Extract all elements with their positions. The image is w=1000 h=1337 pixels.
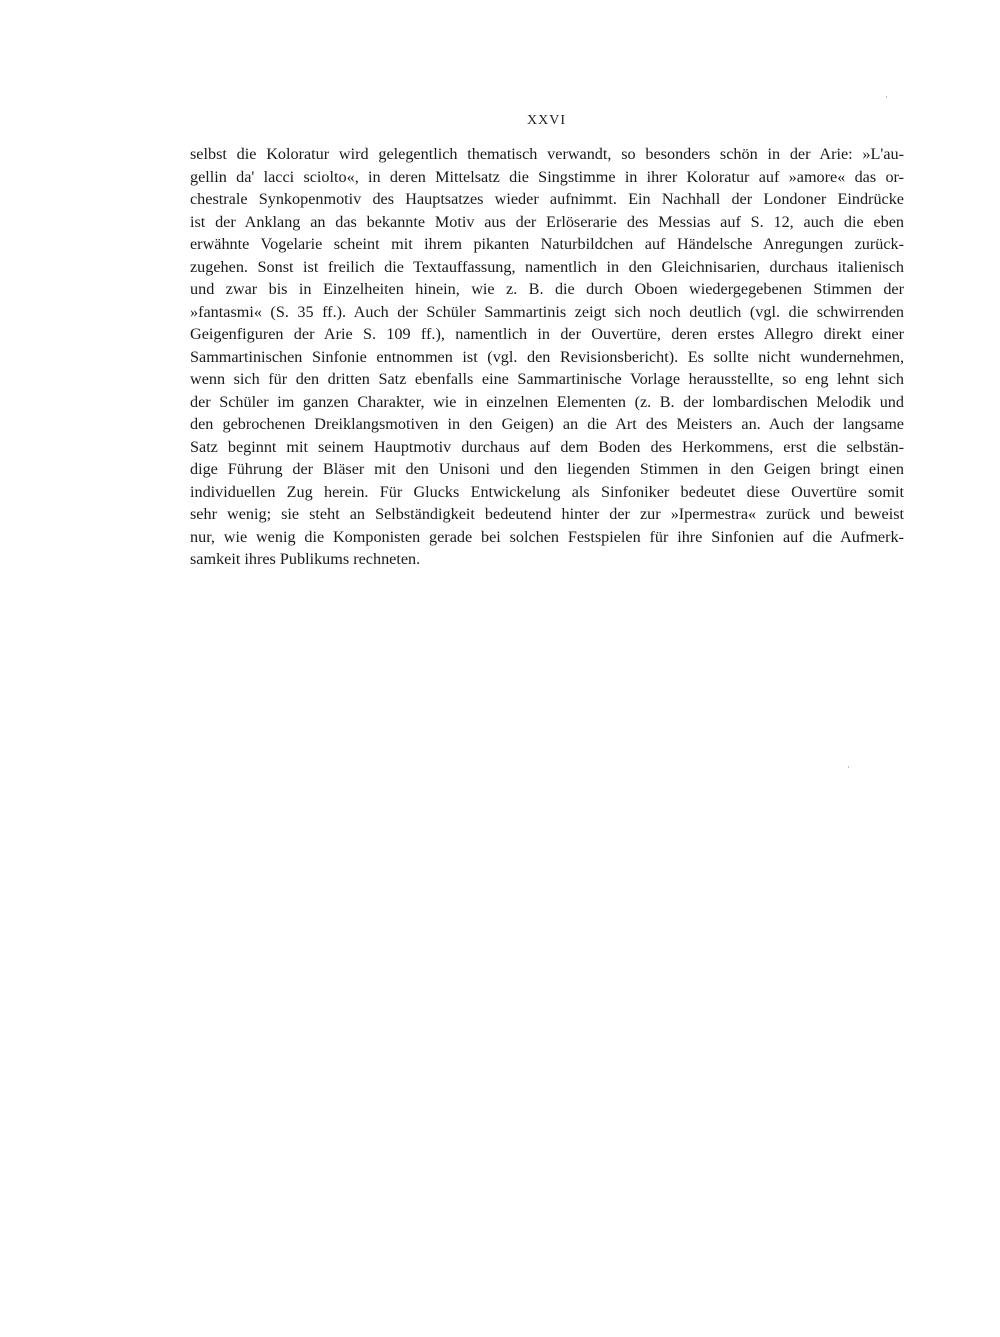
text-line: selbst die Koloratur wird gelegentlich thematisch verwandt, so besonders schön in der Arie: »L'au-: [190, 145, 904, 163]
text-line: samkeit ihres Publikums rechneten.: [190, 550, 421, 568]
text-line: gellin da' lacci sciolto«, in deren Mittelsatz die Singstimme in ihrer Koloratur auf »amore« das or-: [190, 167, 904, 186]
text-line: chestrale Synkopenmotiv des Hauptsatzes wieder aufnimmt. Ein Nachhall der Londoner Eindrücke: [190, 190, 904, 208]
body-paragraph: [190, 143, 904, 571]
text-line: erwähnte Vogelarie scheint mit ihrem pikanten Naturbildchen auf Händelsche Anregungen zurück-: [190, 235, 904, 253]
text-line: dige Führung der Bläser mit den Unisoni und den liegenden Stimmen in den Geigen bringt einen: [190, 460, 904, 478]
text-line: Geigenfiguren der Arie S. 109 ff.), namentlich in der Ouvertüre, deren erstes Allegro direkt einer: [190, 325, 904, 343]
text-line: individuellen Zug herein. Für Glucks Entwickelung als Sinfoniker bedeutet diese Ouvertüre somit: [190, 482, 904, 501]
text-line: wenn sich für den dritten Satz ebenfalls eine Sammartinische Vorlage herausstellte, so eng lehnt sich: [190, 370, 904, 388]
page-number: XXVI: [527, 113, 566, 128]
text-line: ist der Anklang an das bekannte Motiv aus der Erlöserarie des Messias auf S. 12, auch die eben: [190, 212, 904, 231]
text-line: sehr wenig; sie steht an Selbständigkeit bedeutend hinter der zur »Ipermestra« zurück und beweist: [190, 505, 904, 523]
text-line: »fantasmi« (S. 35 ff.). Auch der Schüler Sammartinis zeigt sich noch deutlich (vgl. die schwirrenden: [190, 302, 904, 321]
text-line: den gebrochenen Dreiklangsmotiven in den Geigen) an die Art des Meisters an. Auch der langsame: [190, 415, 904, 433]
text-line: Sammartinischen Sinfonie entnommen ist (vgl. den Revisionsbericht). Es sollte nicht wundernehmen,: [190, 347, 904, 366]
text-line: und zwar bis in Einzelheiten hinein, wie z. B. die durch Oboen wiedergegebenen Stimmen der: [190, 280, 904, 298]
text-line: Satz beginnt mit seinem Hauptmotiv durchaus auf dem Boden des Herkommens, erst die selbstän-: [190, 437, 904, 456]
text-line: zugehen. Sonst ist freilich die Textauffassung, namentlich in den Gleichnisarien, durchaus italienisch: [190, 257, 904, 276]
scan-speck: [886, 96, 887, 98]
text-line: der Schüler im ganzen Charakter, wie in einzelnen Elementen (z. B. der lombardischen Melodik und: [190, 392, 904, 411]
scan-speck: [848, 766, 849, 768]
text-line: nur, wie wenig die Komponisten gerade bei solchen Festspielen für ihre Sinfonien auf die Aufmerk-: [190, 527, 904, 546]
